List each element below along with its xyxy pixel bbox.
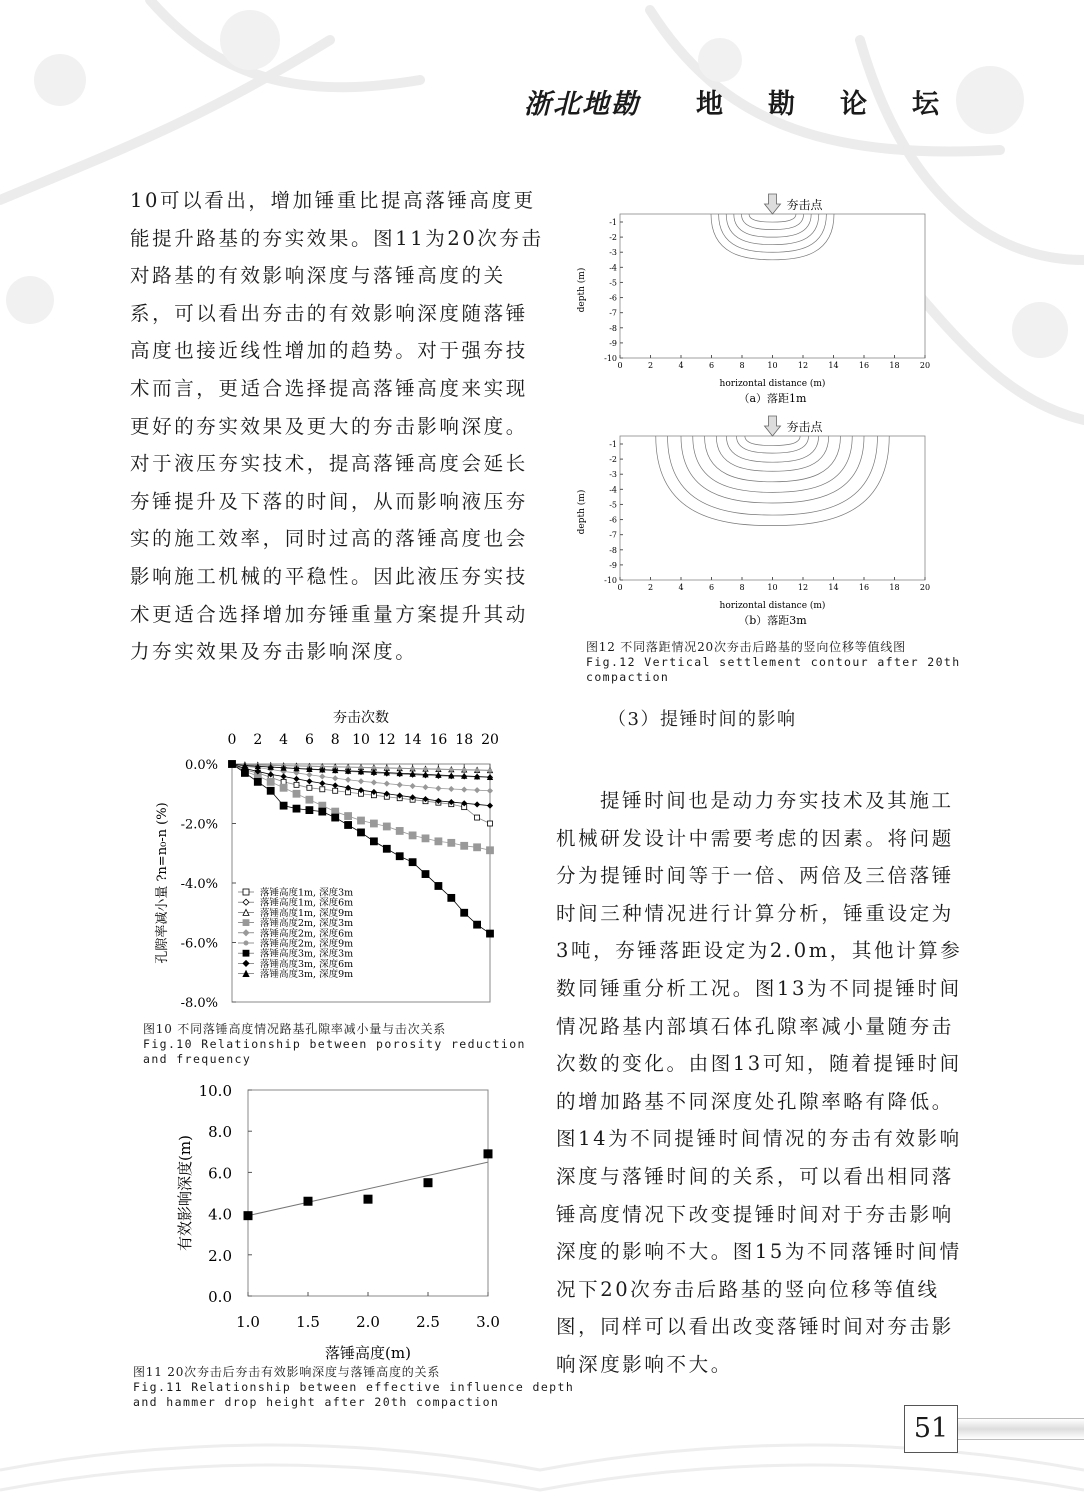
x-axis-title: 夯击次数 <box>333 710 389 726</box>
data-point <box>461 842 468 849</box>
text-line: 图，同样可以看出改变落锤时间对夯击影 <box>556 1315 954 1339</box>
column-name-char-3: 论 <box>840 89 869 120</box>
y-tick-label: -6.0% <box>180 936 218 952</box>
legend-entry: 落锤高度2m, 深度9m <box>260 938 354 950</box>
legend-entry: 落锤高度1m, 深度9m <box>260 907 354 919</box>
text-line: 对路基的有效影响深度与落锤高度的关 <box>130 264 506 288</box>
column-name-char-2: 勘 <box>768 89 797 120</box>
text-line: 能提升路基的夯实效果。图11为20次夯击 <box>130 226 544 250</box>
data-point <box>244 941 248 945</box>
data-point <box>396 853 403 860</box>
data-point <box>424 767 428 771</box>
data-point <box>358 829 365 836</box>
column-name-char-4: 坛 <box>912 89 941 120</box>
figure11-caption <box>133 1365 574 1410</box>
x-tick-label: 0 <box>617 583 623 592</box>
text-line: 力夯实效果及夯击影响深度。 <box>130 640 418 664</box>
data-point <box>332 814 339 821</box>
data-point <box>488 769 492 773</box>
x-tick-label: 4 <box>279 732 289 748</box>
y-tick-label: -8.0% <box>180 996 218 1011</box>
x-tick-label: 12 <box>797 361 809 370</box>
plot-frame <box>620 436 925 580</box>
y-tick-label: 4.0 <box>208 1205 232 1224</box>
x-tick-label: 12 <box>377 732 396 748</box>
chart-title: 夯击点 <box>786 198 823 212</box>
data-point <box>435 838 442 845</box>
text-line: 深度的影响不大。图15为不同落锤时间情 <box>556 1240 962 1264</box>
figure10-caption-en-2: and frequency <box>143 1052 252 1066</box>
x-tick-label: 14 <box>828 361 839 370</box>
data-point <box>487 847 494 854</box>
y-tick-label: -6 <box>609 293 617 303</box>
text-line: 情况路基内部填石体孔隙率减小量随夯击 <box>556 1014 954 1038</box>
contour-chart-fig12a <box>570 192 950 410</box>
y-axis-title: depth (m) <box>577 489 587 535</box>
x-tick-label: 12 <box>797 583 809 592</box>
plot-frame <box>620 214 925 358</box>
text-line: 术更适合选择增加夯锤重量方案提升其动 <box>130 602 528 626</box>
x-axis-title: 落锤高度(m) <box>325 1344 411 1362</box>
x-tick-label: 0 <box>617 361 623 370</box>
x-tick-label: 4 <box>678 361 684 370</box>
text-line: 夯锤提升及下落的时间，从而影响液压夯 <box>130 489 528 513</box>
figure12-caption-en-2: compaction <box>586 670 670 684</box>
data-point <box>244 1211 253 1220</box>
data-point <box>345 821 352 828</box>
page-number-bar <box>958 1418 1084 1440</box>
data-point <box>320 787 325 792</box>
y-tick-label: -2 <box>609 455 617 465</box>
legend-entry: 落锤高度2m, 深度3m <box>260 918 354 930</box>
data-point <box>398 767 402 771</box>
data-point <box>450 768 454 772</box>
y-axis-title: depth (m) <box>577 267 587 313</box>
y-tick-label: -1 <box>609 218 617 227</box>
data-point <box>462 768 466 772</box>
x-tick-label: 2.5 <box>416 1313 440 1331</box>
y-tick-label: -2.0% <box>180 817 218 833</box>
text-line: 术而言，更适合选择提高落锤高度来实现 <box>130 376 528 400</box>
contour-chart-fig12b <box>570 414 950 636</box>
figure10-caption <box>143 1022 526 1067</box>
y-tick-label: 8.0 <box>208 1123 232 1142</box>
data-point <box>437 768 441 772</box>
figure11-caption-en-1: Fig.11 Relationship between effective influence depth <box>133 1380 575 1394</box>
data-point <box>370 838 377 845</box>
y-tick-label: -8 <box>609 545 617 555</box>
column-name-char-1: 地 <box>696 89 725 120</box>
data-point <box>475 815 480 820</box>
figure11-caption-en-2: and hammer drop height after 20th compaction <box>133 1395 500 1409</box>
data-point <box>281 779 286 784</box>
text-line: 分为提锤时间等于一倍、两倍及三倍落锤 <box>556 864 954 888</box>
text-line: 3吨，夯锤落距设定为2.0m，其他计算参 <box>556 939 963 963</box>
figure12-caption-en-1: Fig.12 Vertical settlement contour after 20th <box>586 655 961 669</box>
data-point <box>280 784 287 791</box>
legend-entry: 落锤高度3m, 深度3m <box>260 948 354 960</box>
chart-subtitle: （b）落距3m <box>738 614 807 627</box>
text-line: 次数的变化。由图13可知，随着提锤时间 <box>556 1052 962 1076</box>
x-tick-label: 6 <box>304 732 314 748</box>
x-tick-label: 0 <box>227 732 237 748</box>
x-tick-label: 10 <box>767 361 778 370</box>
y-tick-label: 0.0% <box>184 758 218 773</box>
y-tick-label: -6 <box>609 515 617 525</box>
x-tick-label: 16 <box>429 732 448 748</box>
x-tick-label: 10 <box>767 583 778 592</box>
x-tick-label: 14 <box>828 583 839 592</box>
data-point <box>396 827 403 834</box>
data-point <box>294 782 299 787</box>
data-point <box>474 844 481 851</box>
text-line: 图14为不同提锤时间情况的夯击有效影响 <box>556 1127 962 1151</box>
legend-entry: 落锤高度1m, 深度6m <box>260 897 354 909</box>
x-tick-label: 20 <box>481 732 499 748</box>
data-point <box>319 808 326 815</box>
y-tick-label: 2.0 <box>208 1246 232 1265</box>
figure11-caption-cn: 图11 20次夯击后夯击有效影响深度与落锤高度的关系 <box>133 1365 441 1379</box>
x-tick-label: 18 <box>455 732 474 748</box>
data-point <box>293 790 300 797</box>
data-point <box>424 1178 433 1187</box>
figure10-caption-cn: 图10 不同落锤高度情况路基孔隙率减小量与击次关系 <box>143 1022 447 1036</box>
page-number: 51 <box>904 1405 958 1453</box>
data-point <box>487 930 494 937</box>
data-point <box>409 832 416 839</box>
y-axis-title: 孔隙率减小量 ?n=n₀-n (%) <box>155 802 170 964</box>
data-point <box>267 787 274 794</box>
x-tick-label: 18 <box>889 583 900 592</box>
x-tick-label: 20 <box>919 583 931 592</box>
data-point <box>370 820 377 827</box>
figure12-caption <box>586 640 961 685</box>
data-point <box>474 921 481 928</box>
y-tick-label: -1 <box>609 440 617 449</box>
data-point <box>358 817 365 824</box>
figure10-caption-en-1: Fig.10 Relationship between porosity reduction <box>143 1037 526 1051</box>
y-tick-label: 10.0 <box>198 1082 232 1100</box>
text-line: 数同锤重分析工况。图13为不同提锤时间 <box>556 976 962 1000</box>
legend-entry: 落锤高度2m, 深度6m <box>260 928 354 940</box>
data-point <box>267 778 274 785</box>
y-tick-label: -8 <box>609 323 617 333</box>
x-tick-label: 8 <box>739 361 745 370</box>
x-tick-label: 10 <box>352 732 370 748</box>
data-point <box>461 909 468 916</box>
x-tick-label: 8 <box>739 583 745 592</box>
data-point <box>435 882 442 889</box>
data-point <box>304 1197 313 1206</box>
x-tick-label: 1.0 <box>236 1313 260 1331</box>
y-tick-label: -5 <box>609 278 617 288</box>
y-tick-label: -10 <box>604 576 617 585</box>
y-tick-label: -9 <box>609 560 617 570</box>
figure12-caption-cn: 图12 不同落距情况20次夯击后路基的竖向位移等值线图 <box>586 640 906 654</box>
x-tick-label: 2 <box>647 361 654 370</box>
text-line: 的增加路基不同深度处孔隙率略有降低。 <box>556 1089 954 1113</box>
x-tick-label: 20 <box>919 361 931 370</box>
text-line: 对于液压夯实技术，提高落锤高度会延长 <box>130 452 528 476</box>
data-point <box>364 1195 373 1204</box>
text-line: 10可以看出，增加锤重比提高落锤高度更 <box>130 189 536 212</box>
text-line: 系，可以看出夯击的有效影响深度随落锤 <box>130 301 528 325</box>
y-tick-label: 0.0 <box>208 1288 232 1306</box>
chart-title: 夯击点 <box>786 420 823 434</box>
data-point <box>422 835 429 842</box>
y-tick-label: -7 <box>609 308 617 318</box>
x-tick-label: 2.0 <box>356 1313 380 1331</box>
data-point <box>484 1149 493 1158</box>
impact-arrow-icon <box>765 194 781 214</box>
depth-chart-fig11 <box>160 1074 520 1364</box>
data-point <box>254 778 261 785</box>
text-line: 时间三种情况进行计算分析，锤重设定为 <box>556 901 954 925</box>
data-point <box>422 871 429 878</box>
y-tick-label: -7 <box>609 530 617 540</box>
legend-entry: 落锤高度3m, 深度9m <box>260 969 354 981</box>
plot-frame <box>248 1090 488 1296</box>
data-point <box>307 785 312 790</box>
data-point <box>488 821 493 826</box>
x-tick-label: 16 <box>858 583 870 592</box>
y-tick-label: -2 <box>609 233 617 243</box>
section-heading: （3）提锤时间的影响 <box>608 709 797 730</box>
x-axis-title: horizontal distance (m) <box>719 379 826 389</box>
text-line: 锤高度情况下改变提锤时间对于夯击影响 <box>556 1202 954 1226</box>
data-point <box>345 813 352 820</box>
data-point <box>243 950 249 956</box>
data-point <box>306 796 313 803</box>
data-point <box>409 859 416 866</box>
journal-name: 浙北地勘 <box>524 89 640 120</box>
text-line: 实的施工效率，同时过高的落锤高度也会 <box>130 527 528 551</box>
text-line: 机械研发设计中需要考虑的因素。将问题 <box>556 826 954 850</box>
x-tick-label: 2 <box>253 732 263 748</box>
data-point <box>448 894 455 901</box>
y-axis-title: 有效影响深度(m) <box>176 1135 194 1251</box>
y-tick-label: -9 <box>609 338 617 348</box>
x-tick-label: 8 <box>330 732 340 748</box>
y-tick-label: -10 <box>604 354 617 363</box>
x-tick-label: 16 <box>858 361 870 370</box>
data-point <box>243 920 249 926</box>
porosity-chart-fig10 <box>140 702 520 1020</box>
data-point <box>448 839 455 846</box>
y-tick-label: -3 <box>609 248 617 258</box>
data-point <box>411 767 415 771</box>
text-line: 更好的夯实效果及更大的夯击影响深度。 <box>130 414 528 438</box>
legend-entry: 落锤高度3m, 深度6m <box>260 958 354 970</box>
data-point <box>243 889 249 895</box>
x-axis-title: horizontal distance (m) <box>719 601 826 611</box>
y-tick-label: -4 <box>609 485 617 495</box>
data-point <box>383 845 390 852</box>
data-point <box>293 805 300 812</box>
y-tick-label: -4.0% <box>180 877 218 892</box>
text-line: 高度也接近线性增加的趋势。对于强夯技 <box>130 339 528 363</box>
y-tick-label: -4 <box>609 263 617 273</box>
x-tick-label: 6 <box>708 361 715 370</box>
legend-entry: 落锤高度1m, 深度3m <box>260 887 354 899</box>
data-point <box>333 788 338 793</box>
text-line: 响深度影响不大。 <box>556 1352 733 1376</box>
impact-arrow-icon <box>765 416 781 436</box>
text-line: 况下20次夯击后路基的竖向位移等值线 <box>556 1277 940 1301</box>
data-point <box>306 807 313 814</box>
x-tick-label: 1.5 <box>296 1313 320 1331</box>
data-point <box>383 823 390 830</box>
y-tick-label: 6.0 <box>208 1164 232 1183</box>
y-tick-label: -3 <box>609 470 617 480</box>
running-header <box>518 82 958 132</box>
y-tick-label: -5 <box>609 500 617 510</box>
x-tick-label: 3.0 <box>476 1313 500 1331</box>
left-column-paragraph <box>130 182 544 671</box>
data-point <box>280 802 287 809</box>
x-tick-label: 18 <box>889 361 900 370</box>
x-tick-label: 6 <box>708 583 715 592</box>
x-tick-label: 2 <box>647 583 654 592</box>
text-line: 深度与落锤时间的关系，可以看出相同落 <box>556 1164 954 1188</box>
right-column-paragraph <box>556 782 963 1384</box>
x-tick-label: 4 <box>678 583 684 592</box>
text-line: 提锤时间也是动力夯实技术及其施工 <box>600 789 954 812</box>
text-line: 影响施工机械的平稳性。因此液压夯实技 <box>130 564 528 588</box>
chart-subtitle: （a）落距1m <box>738 392 807 405</box>
data-point <box>475 768 479 772</box>
x-tick-label: 14 <box>403 732 422 748</box>
